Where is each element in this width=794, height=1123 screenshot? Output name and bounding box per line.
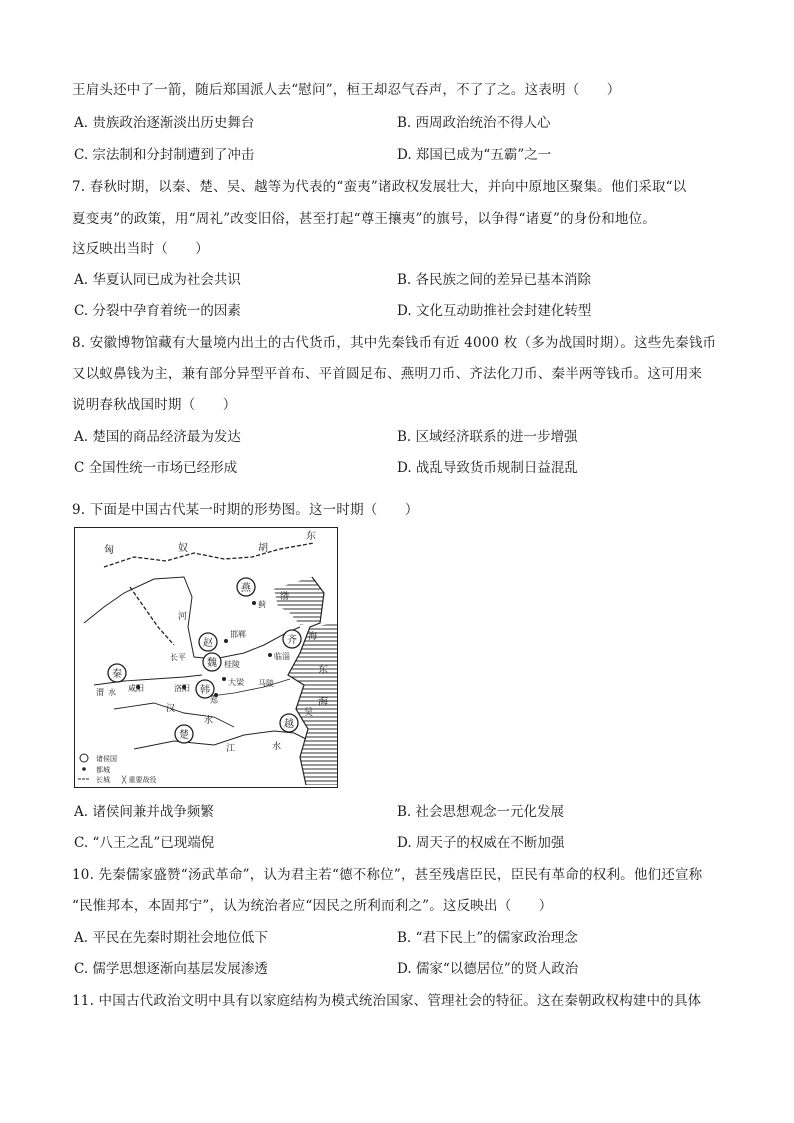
state-marker-chu: [175, 725, 193, 743]
q8-stem-line-1: 8. 安徽博物馆藏有大量境内出土的古代货币，其中先秦钱币有近 4000 枚（多为战国时期）。这些先秦钱币: [72, 335, 717, 351]
q8-option-b: B. 区域经济联系的进一步增强: [397, 429, 578, 445]
q7-stem-line-2: 夏变夷”的政策，用“周礼”改变旧俗，甚至打起“尊王攘夷”的旗号，以争得“诸夏”的身份和地位。: [72, 211, 657, 227]
svg-text:郑: 郑: [210, 696, 218, 705]
q6-stem-tail: 王肩头还中了一箭，随后郑国派人去“慰问”，桓王却忍气吞声，不了了之。这表明（ ）: [72, 82, 621, 98]
svg-text:燕: 燕: [241, 583, 251, 594]
q8-option-d: D. 战乱导致货币规制日益混乱: [397, 460, 578, 476]
svg-text:长平: 长平: [170, 653, 186, 662]
svg-text:奴: 奴: [178, 543, 188, 554]
q9-option-c: C. “八王之乱”已现端倪: [74, 835, 215, 851]
svg-text:河: 河: [178, 612, 188, 622]
svg-text:秦: 秦: [112, 669, 122, 680]
q9-option-d: D. 周天子的权威在不断加强: [397, 835, 565, 851]
svg-text:渭: 渭: [96, 688, 104, 697]
q6-option-a: A. 贵族政治逐渐淡出历史舞台: [74, 115, 255, 131]
q11-stem: 11. 中国古代政治文明中具有以家庭结构为模式统治国家、管理社会的特征。这在秦朝政权构建中的具体: [72, 993, 702, 1009]
q8-stem-line-2: 又以蚁鼻钱为主，兼有部分异型平首布、平首圆足布、燕明刀币、齐法化刀币、秦半两等钱币。这可用来: [72, 366, 703, 382]
q9-option-b: B. 社会思想观念一元化发展: [397, 804, 565, 820]
svg-text:海: 海: [308, 632, 318, 642]
q8-stem-line-3: 说明春秋战国时期（ ）: [72, 397, 237, 413]
q8-option-a: A. 楚国的商品经济最为发达: [74, 429, 241, 445]
svg-text:齐: 齐: [287, 635, 297, 646]
state-marker-qin: [108, 664, 126, 682]
state-marker-zhao: [199, 633, 217, 651]
svg-text:水: 水: [204, 716, 214, 726]
svg-text:楚: 楚: [179, 730, 189, 741]
svg-text:胡: 胡: [258, 543, 268, 554]
svg-text:长城: 长城: [96, 776, 110, 784]
svg-text:韩: 韩: [200, 685, 210, 696]
svg-text:╳ 重要战役: ╳ 重要战役: [122, 776, 157, 784]
svg-text:江: 江: [226, 744, 236, 754]
svg-text:匈: 匈: [104, 545, 114, 556]
q6-option-d: D. 郑国已成为“五霸”之一: [397, 147, 552, 163]
svg-text:海: 海: [318, 697, 328, 708]
svg-text:魏: 魏: [207, 658, 217, 669]
q7-option-c: C. 分裂中孕育着统一的因素: [74, 303, 241, 319]
q7-option-b: B. 各民族之间的差异已基本消除: [397, 272, 592, 288]
state-marker-yan: [237, 578, 255, 596]
warring-states-map: [74, 527, 338, 788]
svg-text:蓟: 蓟: [258, 600, 266, 609]
q7-option-d: D. 文化互动助推社会封建化转型: [397, 303, 592, 319]
svg-text:东: 东: [318, 665, 328, 676]
svg-text:洛阳: 洛阳: [174, 684, 190, 693]
svg-text:大梁: 大梁: [228, 678, 244, 687]
svg-text:水: 水: [108, 688, 116, 697]
q10-option-b: B. “君下民上”的儒家政治理念: [397, 930, 578, 946]
q10-stem-line-2: “民惟邦本，本固邦宁”，认为统治者应“因民之所利而利之”。这反映出（ ）: [72, 898, 553, 914]
svg-text:马陵: 马陵: [258, 679, 274, 688]
state-marker-qi: [283, 630, 301, 648]
q10-option-a: A. 平民在先秦时期社会地位低下: [74, 930, 268, 946]
q9-option-a: A. 诸侯间兼并战争频繁: [74, 804, 214, 820]
state-marker-yue: [280, 714, 298, 732]
svg-text:东: 东: [306, 531, 316, 542]
svg-text:吴: 吴: [304, 708, 314, 718]
svg-text:咸阳: 咸阳: [128, 684, 144, 693]
svg-text:都城: 都城: [96, 766, 110, 774]
q7-option-a: A. 华夏认同已成为社会共识: [74, 272, 241, 288]
q10-option-d: D. 儒家“以德居位”的贤人政治: [397, 961, 579, 977]
q8-option-c: C 全国性统一市场已经形成: [74, 460, 238, 476]
state-marker-wei: [203, 653, 221, 671]
q7-stem-line-3: 这反映出当时（ ）: [72, 241, 209, 257]
svg-text:邯郸: 邯郸: [230, 630, 246, 639]
svg-text:越: 越: [284, 719, 294, 730]
q9-stem: 9. 下面是中国古代某一时期的形势图。这一时期（ ）: [72, 502, 419, 518]
q6-option-c: C. 宗法制和分封制遭到了冲击: [74, 147, 255, 163]
svg-text:诸侯国: 诸侯国: [96, 755, 117, 763]
q10-stem-line-1: 10. 先秦儒家盛赞“汤武革命”，认为君主若“德不称位”，甚至残虐臣民，臣民有革命的权利。他们还宣称: [72, 867, 703, 883]
svg-text:渤: 渤: [280, 592, 290, 602]
svg-text:汉: 汉: [166, 704, 176, 714]
q10-option-c: C. 儒学思想逐渐向基层发展渗透: [74, 961, 268, 977]
svg-text:赵: 赵: [203, 638, 213, 649]
q6-option-b: B. 西周政治统治不得人心: [397, 115, 551, 131]
svg-text:临淄: 临淄: [274, 652, 290, 661]
svg-text:桂陵: 桂陵: [224, 660, 240, 669]
q7-stem-line-1: 7. 春秋时期，以秦、楚、吴、越等为代表的“蛮夷”诸政权发展壮大，并向中原地区聚集。他们采取“以: [72, 179, 687, 195]
svg-text:水: 水: [272, 742, 282, 752]
